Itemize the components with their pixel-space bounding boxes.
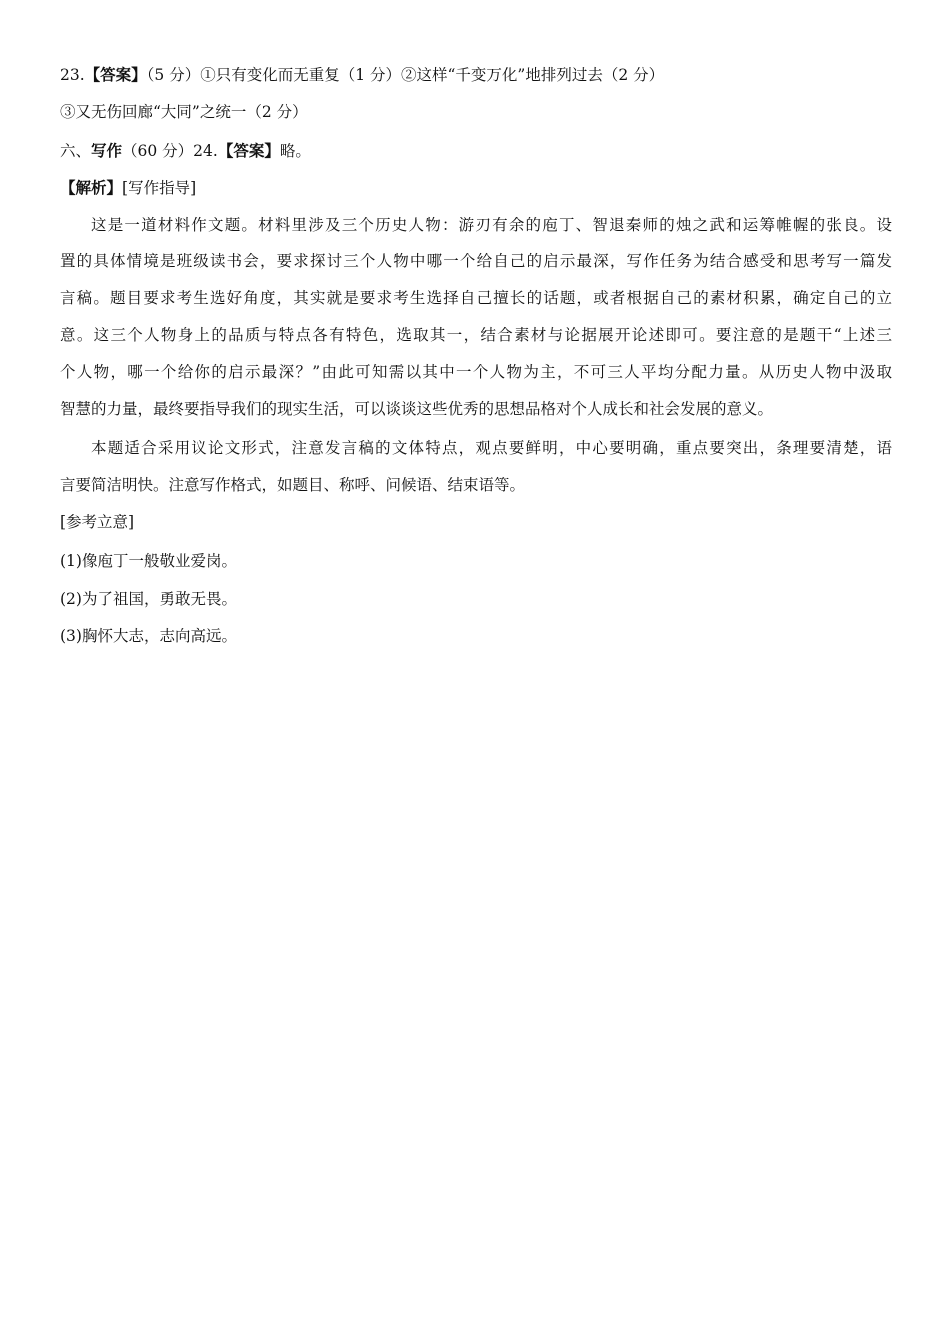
q23-answer-tag: 【答案】	[84, 65, 147, 84]
q24-answer-tag: 【答案】	[217, 141, 280, 160]
section-6-prefix: 六、	[60, 142, 92, 160]
analysis-heading	[60, 177, 196, 199]
q23-answer-line-2: ③又无伤回廊“大同”之统一（2 分）	[60, 103, 308, 121]
q24-answer-text: 略。	[279, 142, 311, 160]
section-6-score: （60 分）24.	[122, 142, 218, 160]
reference-idea-item: (2)为了祖国，勇敢无畏。	[60, 590, 237, 608]
paragraph-1-line: 个人物，哪一个给你的启示最深？”由此可知需以其中一个人物为主，不可三人平均分配力量。从历史人物中汲取	[60, 363, 892, 381]
q23-answer-text: （5 分）①只有变化而无重复（1 分）②这样“千变万化”地排列过去（2 分）	[146, 66, 665, 84]
paragraph-2-line: 言要简洁明快。注意写作格式，如题目、称呼、问候语、结束语等。	[60, 476, 526, 494]
analysis-tag: 【解析】	[60, 178, 123, 197]
section-6-heading	[60, 140, 311, 162]
reference-idea-item: (3)胸怀大志，志向高远。	[60, 627, 237, 645]
analysis-subtitle: [写作指导]	[122, 179, 197, 197]
q23-answer-line	[60, 64, 664, 86]
q23-number: 23.	[60, 66, 85, 84]
paragraph-1-line: 言稿。题目要求考生选好角度，其实就是要求考生选择自己擅长的话题，或者根据自己的素材积累，确定自己的立	[60, 289, 892, 307]
section-6-title: 写作	[91, 141, 123, 160]
paragraph-2-line: 本题适合采用议论文形式，注意发言稿的文体特点，观点要鲜明，中心要明确，重点要突出，条理要清楚，语	[91, 439, 892, 457]
paragraph-1-line: 意。这三个人物身上的品质与特点各有特色，选取其一，结合素材与论据展开论述即可。要注意的是题干“上述三	[60, 326, 892, 344]
reference-ideas-title: [参考立意]	[60, 513, 135, 531]
paragraph-1-line: 置的具体情境是班级读书会，要求探讨三个人物中哪一个给自己的启示最深，写作任务为结合感受和思考写一篇发	[60, 252, 892, 270]
reference-idea-item: (1)像庖丁一般敬业爱岗。	[60, 552, 237, 570]
paragraph-1-line: 智慧的力量，最终要指导我们的现实生活，可以谈谈这些优秀的思想品格对个人成长和社会发展的意义。	[60, 400, 774, 418]
paragraph-1-line: 这是一道材料作文题。材料里涉及三个历史人物：游刃有余的庖丁、智退秦师的烛之武和运筹帷幄的张良。设	[91, 216, 892, 234]
